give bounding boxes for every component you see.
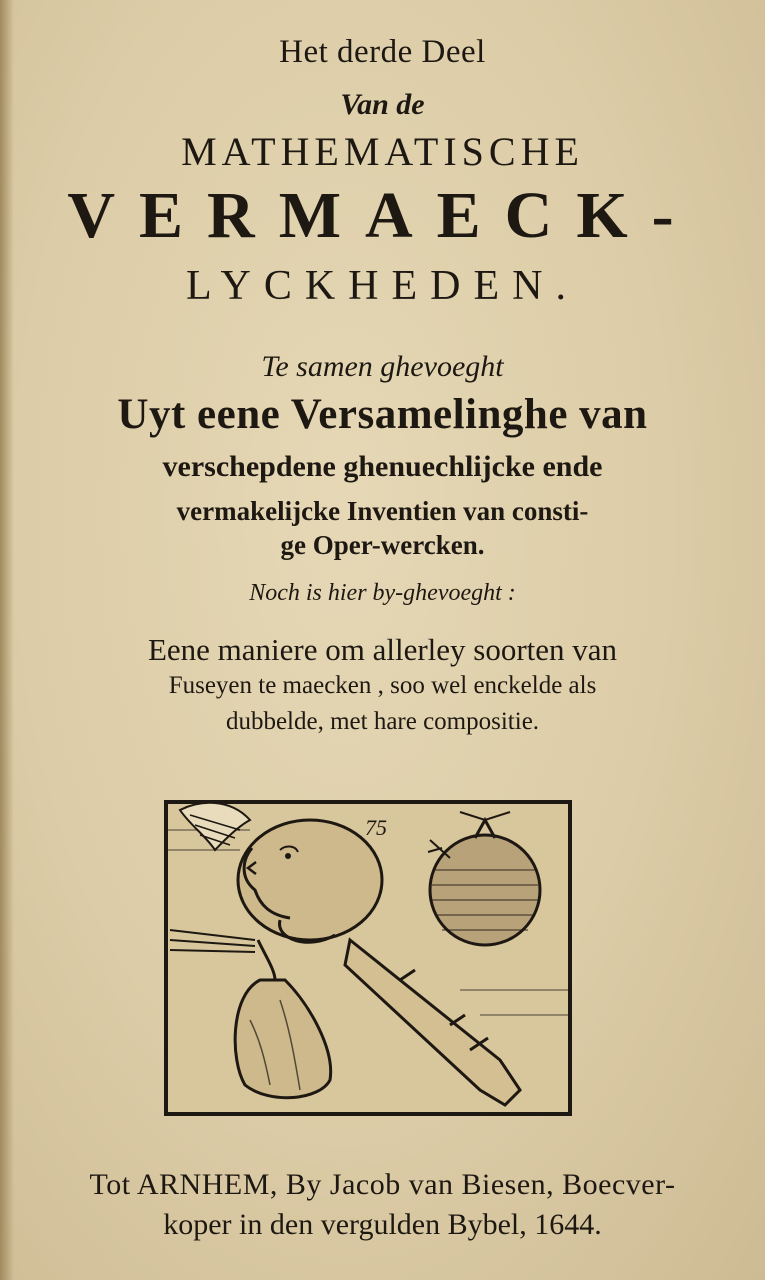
part-title: Het derde Deel	[279, 34, 486, 70]
title-word-vermaeck: VERMAECK-	[67, 179, 698, 252]
aeolipile-woodcut-icon	[160, 790, 575, 1120]
subtitle-line-2: verschepdene ghenuechlijcke ende	[162, 450, 603, 483]
imprint-line-1: Tot ARNHEM, By Jacob van Biesen, Boecver-	[89, 1168, 676, 1201]
title-word-mathematische: MATHEMATISCHE	[181, 129, 584, 174]
imprint-line-2: koper in den vergulden Bybel, 1644.	[163, 1208, 602, 1241]
addition-intro: Noch is hier by-ghevoeght :	[249, 580, 516, 606]
title-word-lyckheden: LYCKHEDEN.	[186, 263, 579, 309]
subtitle-intro: Te samen ghevoeght	[261, 350, 504, 383]
of-the-line: Van de	[340, 88, 425, 121]
addition-line-1: Eene maniere om allerley soorten van	[147, 632, 618, 667]
subtitle-line-1: Uyt eene Versamelinghe van	[117, 391, 648, 438]
plate-number: 75	[365, 815, 387, 840]
subtitle-line-4: ge Oper-wercken.	[280, 530, 485, 560]
subtitle-line-3: vermakelijcke Inventien van consti-	[176, 496, 589, 526]
addition-line-2: Fuseyen te maecken , soo wel enckelde als	[168, 672, 597, 699]
addition-line-3: dubbelde, met hare compositie.	[225, 708, 540, 735]
